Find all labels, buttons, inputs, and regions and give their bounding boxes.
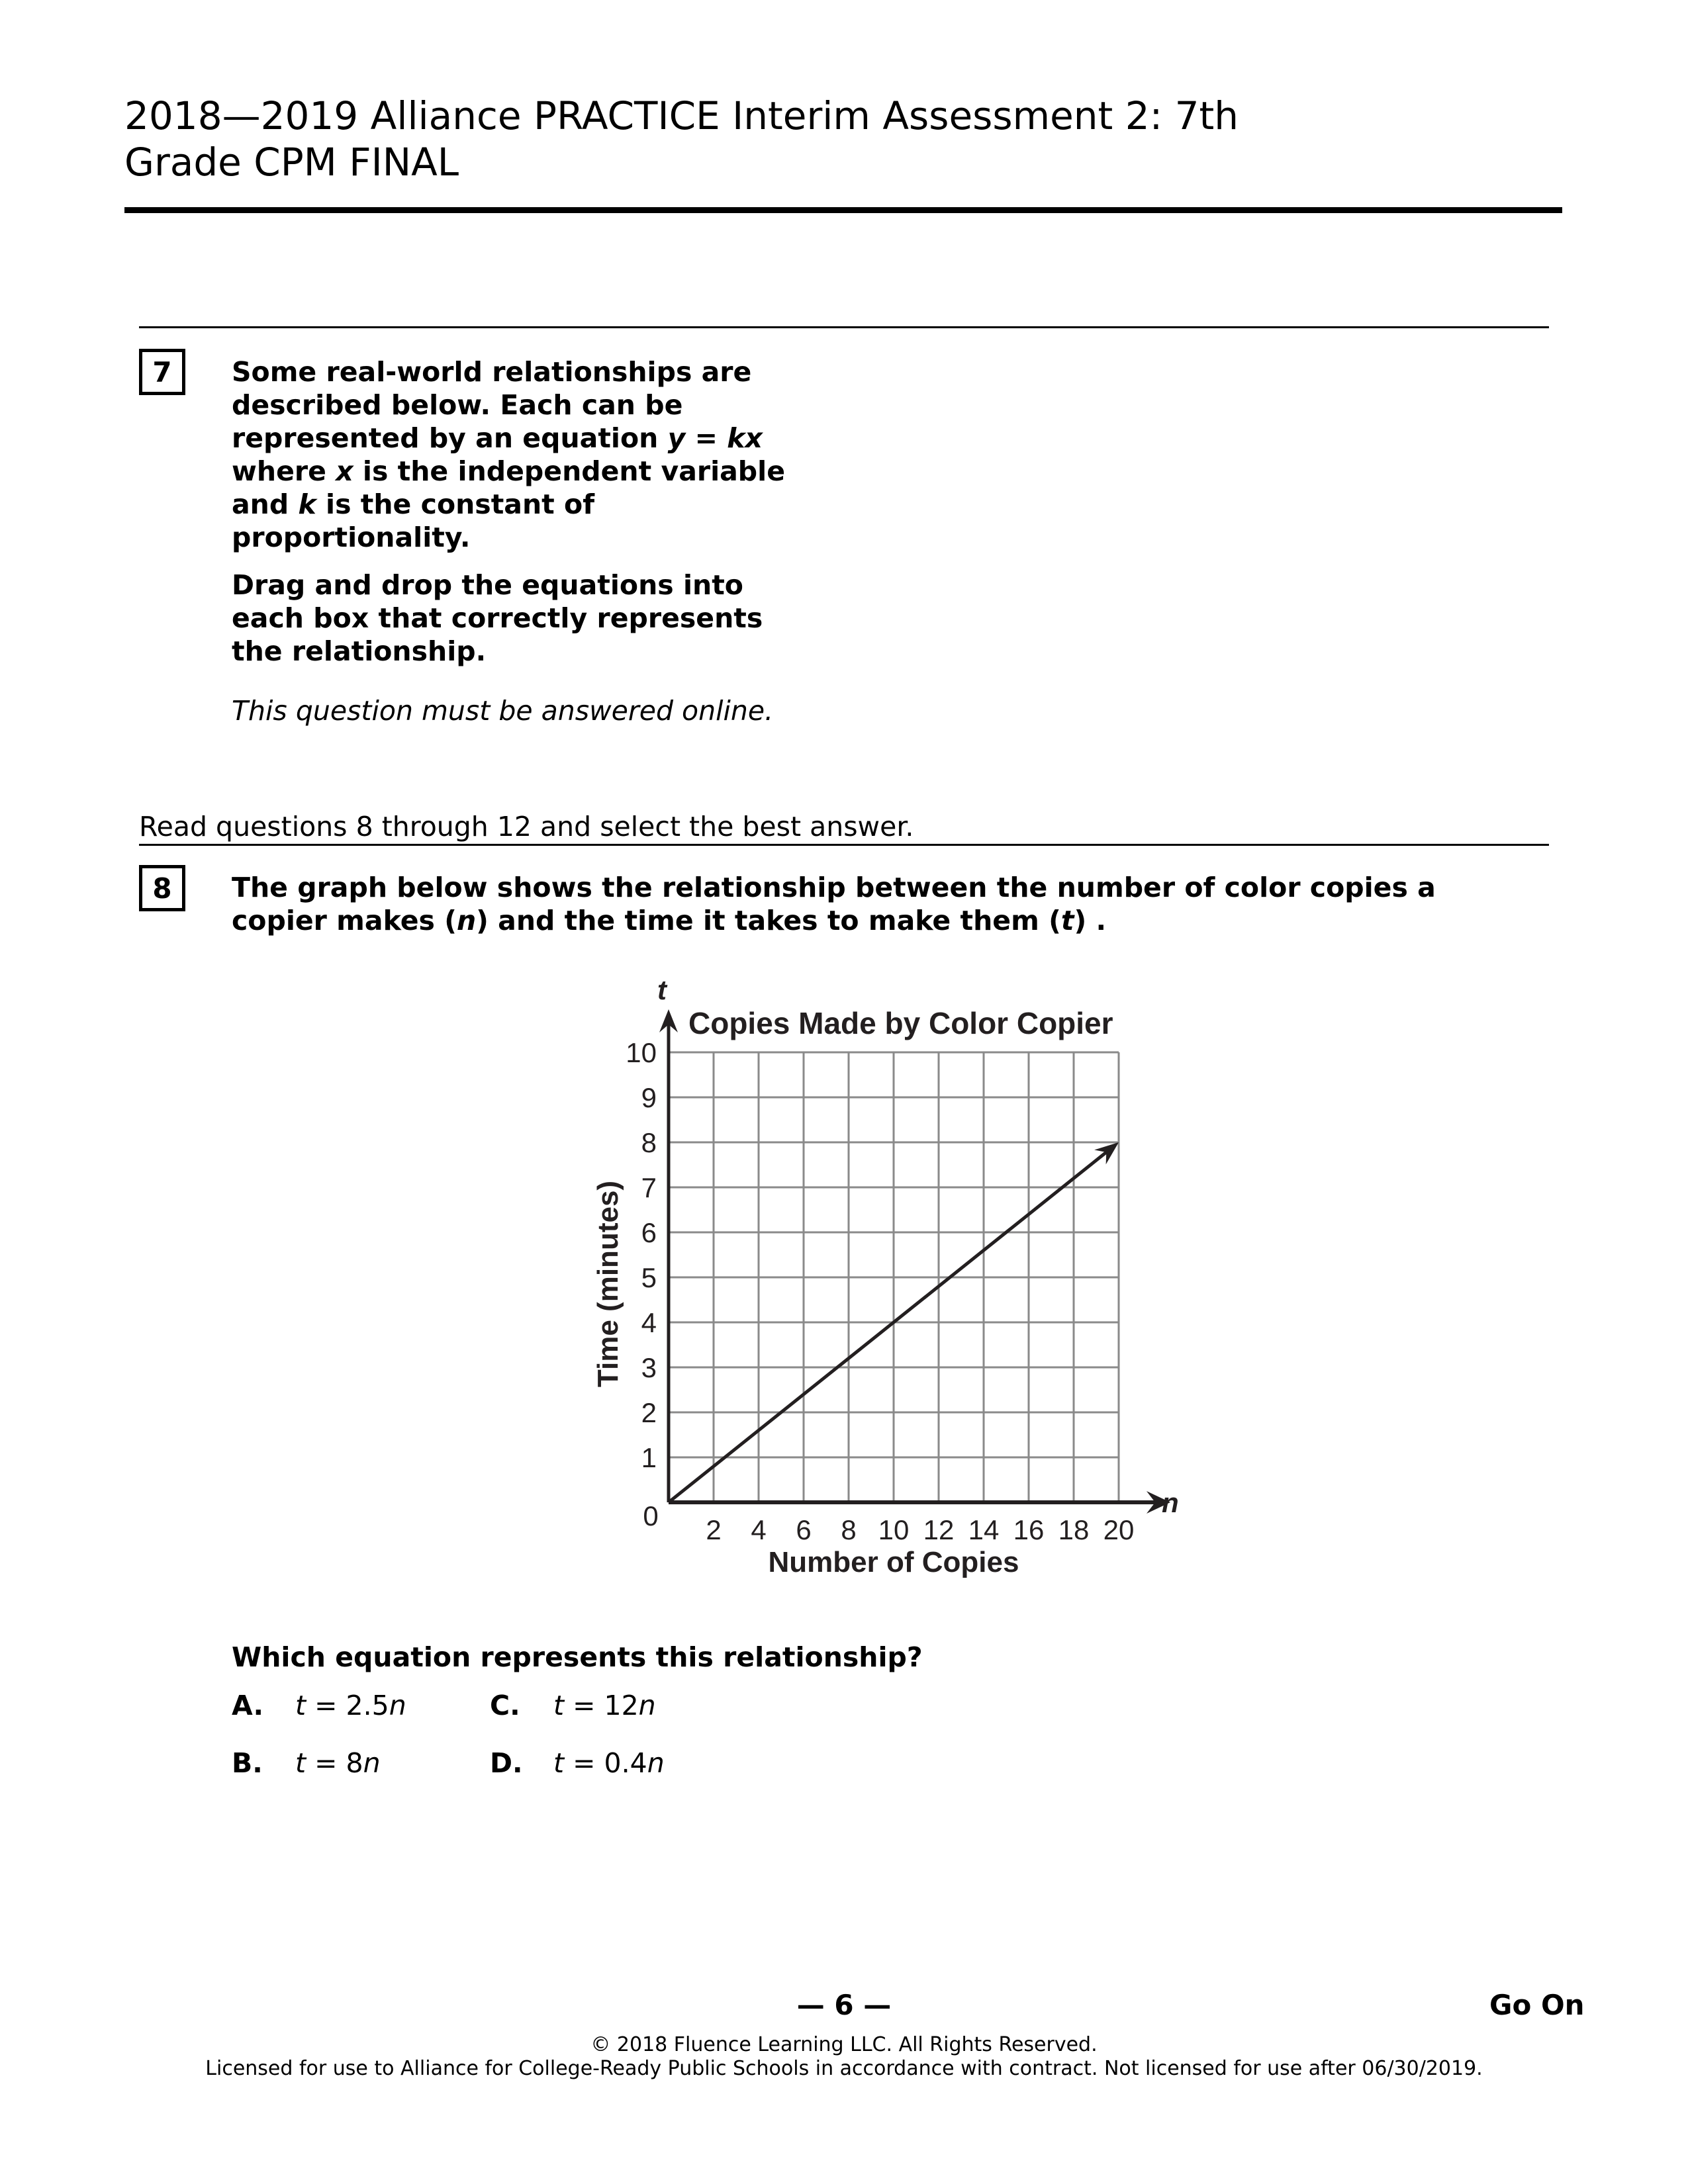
choice-a-equation [295, 1690, 406, 1721]
stem-text: represented by an equation [232, 422, 668, 454]
stem-text: ) . [1074, 905, 1107, 936]
eq-var: n [363, 1747, 381, 1779]
choice-d-equation [553, 1747, 665, 1779]
page-number: — 6 — [796, 1989, 892, 2021]
variable-n: n [456, 905, 477, 936]
eq-rhs: = 8 [306, 1747, 363, 1779]
y-tick-label: 2 [641, 1397, 657, 1428]
stem-text: ) and the time it takes to make them ( [476, 905, 1061, 936]
go-on-label: Go On [1489, 1989, 1585, 2021]
chart-grid [669, 1052, 1119, 1502]
question-8-divider [139, 844, 1549, 846]
question-8-stem-line [232, 904, 1436, 937]
question-7-number-box [139, 349, 185, 395]
copyright-notice: © 2018 Fluence Learning LLC. All Rights Reserved. [590, 2033, 1098, 2056]
x-tick-label: 4 [751, 1514, 767, 1545]
stem-text: = [685, 422, 727, 454]
series-line [669, 1152, 1107, 1502]
copier-chart [569, 973, 1205, 1588]
variable-k: k [298, 488, 316, 520]
license-notice: Licensed for use to Alliance for College-Ready Public Schools in accordance with contract. Not licensed for use after 06/30/2019. [205, 2057, 1483, 2080]
variable-kx: kx [727, 422, 763, 454]
chart-title: Copies Made by Color Copier [688, 1006, 1113, 1040]
x-tick-label: 16 [1013, 1514, 1045, 1545]
y-tick-label: 5 [641, 1262, 657, 1293]
question-8-number-box [139, 865, 185, 911]
chart-labels [626, 1037, 1134, 1545]
eq-var: n [647, 1747, 665, 1779]
section-directions: Read questions 8 through 12 and select the best answer. [139, 811, 914, 842]
eq-rhs: = 2.5 [306, 1690, 389, 1721]
stem-text: copier makes ( [232, 905, 457, 936]
eq-var: t [295, 1747, 306, 1779]
choice-c[interactable] [490, 1690, 656, 1721]
choice-b[interactable] [232, 1747, 381, 1779]
choice-b-equation [295, 1747, 381, 1779]
x-tick-label: 18 [1058, 1514, 1090, 1545]
chart-origin-label: 0 [643, 1500, 659, 1531]
choice-d[interactable] [490, 1747, 665, 1779]
question-8-prompt: Which equation represents this relationship? [232, 1641, 923, 1673]
x-tick-label: 8 [841, 1514, 857, 1545]
question-8-stem-line: The graph below shows the relationship between the number of color copies a [232, 872, 1436, 903]
question-7-instruction-line: the relationship. [232, 635, 487, 667]
eq-rhs: = 12 [564, 1690, 639, 1721]
stem-text: is the independent variable [353, 455, 786, 487]
question-7-stem-line [232, 488, 785, 521]
header-divider [124, 207, 1562, 213]
y-tick-label: 3 [641, 1352, 657, 1383]
question-7-stem-line: proportionality. [232, 522, 471, 553]
choice-b-letter: B. [232, 1747, 263, 1779]
chart-x-axis-label: Number of Copies [768, 1546, 1019, 1578]
question-7-stem-line: described below. Each can be [232, 389, 683, 421]
choice-a-letter: A. [232, 1690, 264, 1721]
variable-y: y [667, 422, 686, 454]
variable-x: x [336, 455, 353, 487]
chart-y-axis-variable: t [657, 974, 667, 1005]
x-tick-label: 12 [923, 1514, 955, 1545]
choice-d-letter: D. [490, 1747, 523, 1779]
choice-a[interactable] [232, 1690, 406, 1721]
variable-t: t [1060, 905, 1074, 936]
x-tick-label: 6 [796, 1514, 812, 1545]
question-7-stem-line [232, 455, 785, 488]
x-tick-label: 2 [706, 1514, 722, 1545]
eq-var: n [638, 1690, 656, 1721]
series-arrow-icon [1094, 1142, 1119, 1164]
question-7-instruction-line: each box that correctly represents [232, 602, 763, 634]
eq-var: t [553, 1690, 565, 1721]
chart-y-axis-label: Time (minutes) [592, 1180, 624, 1388]
y-tick-label: 7 [641, 1172, 657, 1203]
eq-var: n [389, 1690, 406, 1721]
question-7-instruction-line: Drag and drop the equations into [232, 569, 743, 601]
y-tick-label: 4 [641, 1307, 657, 1338]
question-8-number: 8 [152, 872, 172, 905]
question-7-stem-line: Some real-world relationships are [232, 356, 752, 388]
eq-var: t [295, 1690, 306, 1721]
y-tick-label: 10 [626, 1037, 657, 1068]
y-tick-label: 8 [641, 1127, 657, 1158]
eq-rhs: = 0.4 [564, 1747, 647, 1779]
document-title-line-1: 2018—2019 Alliance PRACTICE Interim Assessment 2: 7th [124, 93, 1239, 138]
choice-c-letter: C. [490, 1690, 520, 1721]
question-7-stem [232, 355, 785, 668]
document-title [124, 93, 1382, 185]
y-tick-label: 9 [641, 1082, 657, 1113]
y-tick-label: 6 [641, 1217, 657, 1248]
document-title-line-2: Grade CPM FINAL [124, 140, 459, 185]
stem-text: where [232, 455, 336, 487]
x-tick-label: 14 [968, 1514, 1000, 1545]
question-7-number: 7 [152, 355, 172, 388]
question-8-stem [232, 871, 1436, 937]
question-7-divider [139, 326, 1549, 328]
online-only-note: This question must be answered online. [232, 695, 774, 727]
eq-var: t [553, 1747, 565, 1779]
chart-axes [659, 1009, 1170, 1514]
choice-c-equation [553, 1690, 656, 1721]
y-tick-label: 1 [641, 1442, 657, 1473]
stem-text: and [232, 488, 299, 520]
stem-text: is the constant of [316, 488, 595, 520]
question-7-stem-line [232, 422, 785, 455]
x-tick-label: 10 [878, 1514, 910, 1545]
x-tick-label: 20 [1103, 1514, 1135, 1545]
chart-x-axis-variable: n [1162, 1487, 1179, 1518]
